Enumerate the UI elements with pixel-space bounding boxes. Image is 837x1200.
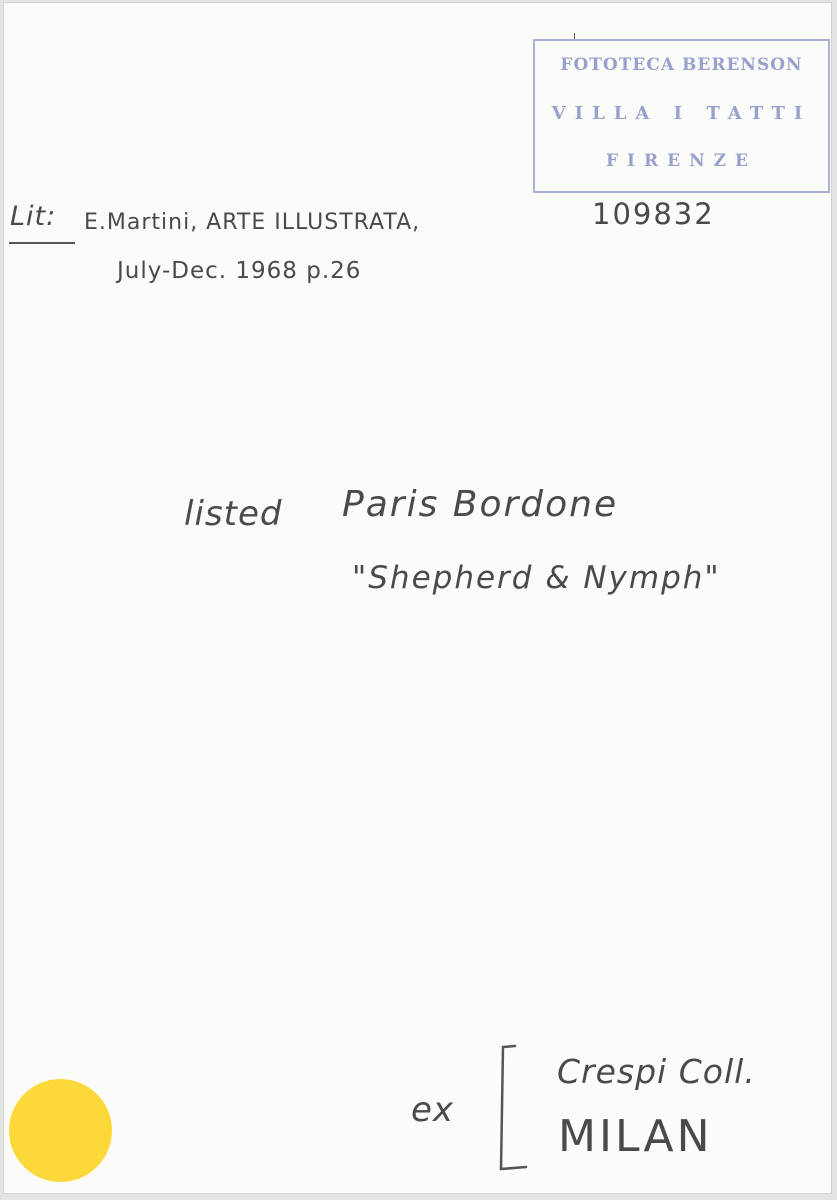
stamp-line-1: FOTOTECA BERENSON bbox=[560, 55, 803, 75]
photo-number: 109832 bbox=[592, 197, 715, 231]
stamp-line-3: FIRENZE bbox=[605, 151, 757, 171]
listed-label: listed bbox=[184, 494, 283, 534]
collection-stamp bbox=[533, 39, 830, 193]
collection-name: Crespi Coll. bbox=[557, 1052, 756, 1091]
lit-underline bbox=[9, 242, 75, 244]
literature-date: July-Dec. 1968 p.26 bbox=[117, 258, 362, 284]
bracket-mark bbox=[488, 1043, 528, 1173]
yellow-marker-dot bbox=[9, 1079, 112, 1182]
photo-card-back bbox=[3, 2, 832, 1194]
ex-label: ex bbox=[411, 1090, 455, 1130]
literature-reference: E.Martini, ARTE ILLUSTRATA, bbox=[84, 210, 421, 235]
artwork-title: "Shepherd & Nymph" bbox=[352, 560, 721, 596]
lit-label: Lit: bbox=[10, 201, 57, 232]
collection-city: MILAN bbox=[558, 1111, 713, 1162]
artist-attribution: Paris Bordone bbox=[342, 484, 619, 525]
stamp-line-2: VILLA I TATTI bbox=[551, 103, 812, 124]
